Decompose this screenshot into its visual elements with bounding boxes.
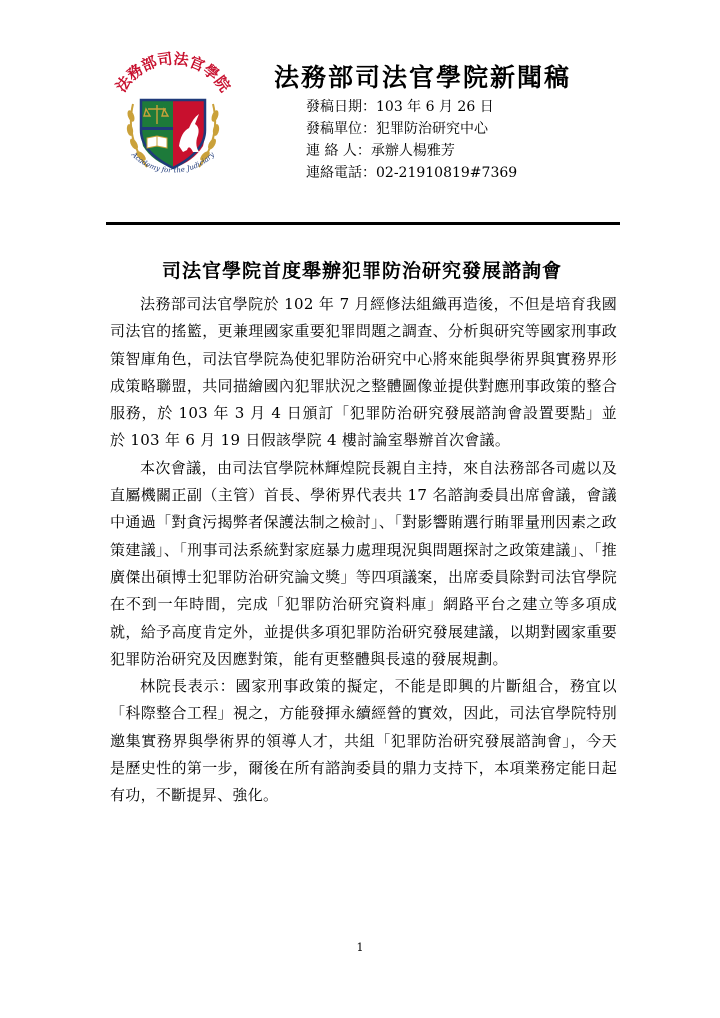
meta-value: 承辦人楊雅芳 [370, 143, 455, 159]
meta-row-phone [306, 162, 517, 184]
meta-separator: ： [362, 99, 376, 115]
seal-bottom-text: Academy for the Judiciary [129, 150, 217, 175]
meta-label: 發稿日期 [306, 99, 362, 115]
meta-separator: ： [356, 143, 371, 159]
meta-value: 02-21910819#7369 [376, 165, 518, 181]
article-body [110, 291, 617, 810]
meta-row-date [306, 96, 517, 118]
article-paragraph: 林院長表示：國家刑事政策的擬定，不能是即興的片斷組合，務宜以「科際整合工程」視之，方能發揮永續經營的實效，因此，司法官學院特別邀集實務界與學術界的領導人才，共組「犯罪防治研究發展諮詢會」，今天是歷史性的第一步，爾後在所有諮詢委員的鼎力支持下，本項業務定能日起有功，不斷提昇、強化。 [110, 677, 617, 805]
page-number: 1 [356, 941, 364, 954]
article-paragraph: 法務部司法官學院於 102 年 7 月經修法組織再造後，不但是培育我國司法官的搖籃，更兼理國家重要犯罪問題之調查、分析與研究等國家刑事政策智庫角色，司法官學院為使犯罪防治研究中心將來能與學術界與實務界形成策略聯盟，共同描繪國內犯罪狀況之整體圖像並提供對應刑事政策的整合服務，於 103 年 3 月 4 日頒訂「犯罪防治研究發展諮詢會設置要點」並於 103 年 6 月 19 日假該學院 4 樓討論室舉辦首次會議。 [110, 295, 617, 450]
header-divider [106, 222, 620, 225]
release-metadata [306, 96, 517, 184]
article-headline-text: 司法官學院首度舉辦犯罪防治研究發展諮詢會 [161, 260, 562, 282]
meta-label: 發稿單位 [306, 121, 362, 137]
meta-row-unit [306, 118, 517, 140]
press-release-header [0, 0, 720, 230]
meta-label: 連絡電話 [306, 165, 362, 181]
meta-value: 103 年 6 月 26 日 [376, 99, 494, 115]
meta-separator: ： [362, 165, 376, 181]
svg-text:法務部司法官學院 [112, 50, 234, 96]
seal-top-text: 法務部司法官學院 [112, 49, 234, 96]
meta-value: 犯罪防治研究中心 [376, 121, 488, 137]
page-title: 法務部司法官學院新聞稿 [274, 63, 572, 92]
meta-label: 連 絡 人 [306, 143, 357, 159]
seal-shield [141, 100, 205, 168]
academy-seal-logo [103, 42, 243, 192]
meta-row-contact [306, 140, 517, 162]
article-headline [0, 256, 720, 283]
meta-separator: ： [362, 121, 376, 137]
article-paragraph: 本次會議，由司法官學院林輝煌院長親自主持，來自法務部各司處以及直屬機關正副（主管）首長、學術界代表共 17 名諮詢委員出席會議，會議中通過「對貪污揭弊者保護法制之檢討」、「對影響賄選行賄罪量刑因素之政策建議」、「刑事司法系統對家庭暴力處理現況與問題探討之政策建議」、「推廣傑出碩博士犯罪防治研究論文獎」等四項議案，出席委員除對司法官學院在不到一年時間，完成「犯罪防治研究資料庫」網路平台之建立等多項成就，給予高度肯定外，並提供多項犯罪防治研究發展建議，以期對國家重要犯罪防治研究及因應對策，能有更整體與長遠的發展規劃。 [110, 458, 617, 668]
